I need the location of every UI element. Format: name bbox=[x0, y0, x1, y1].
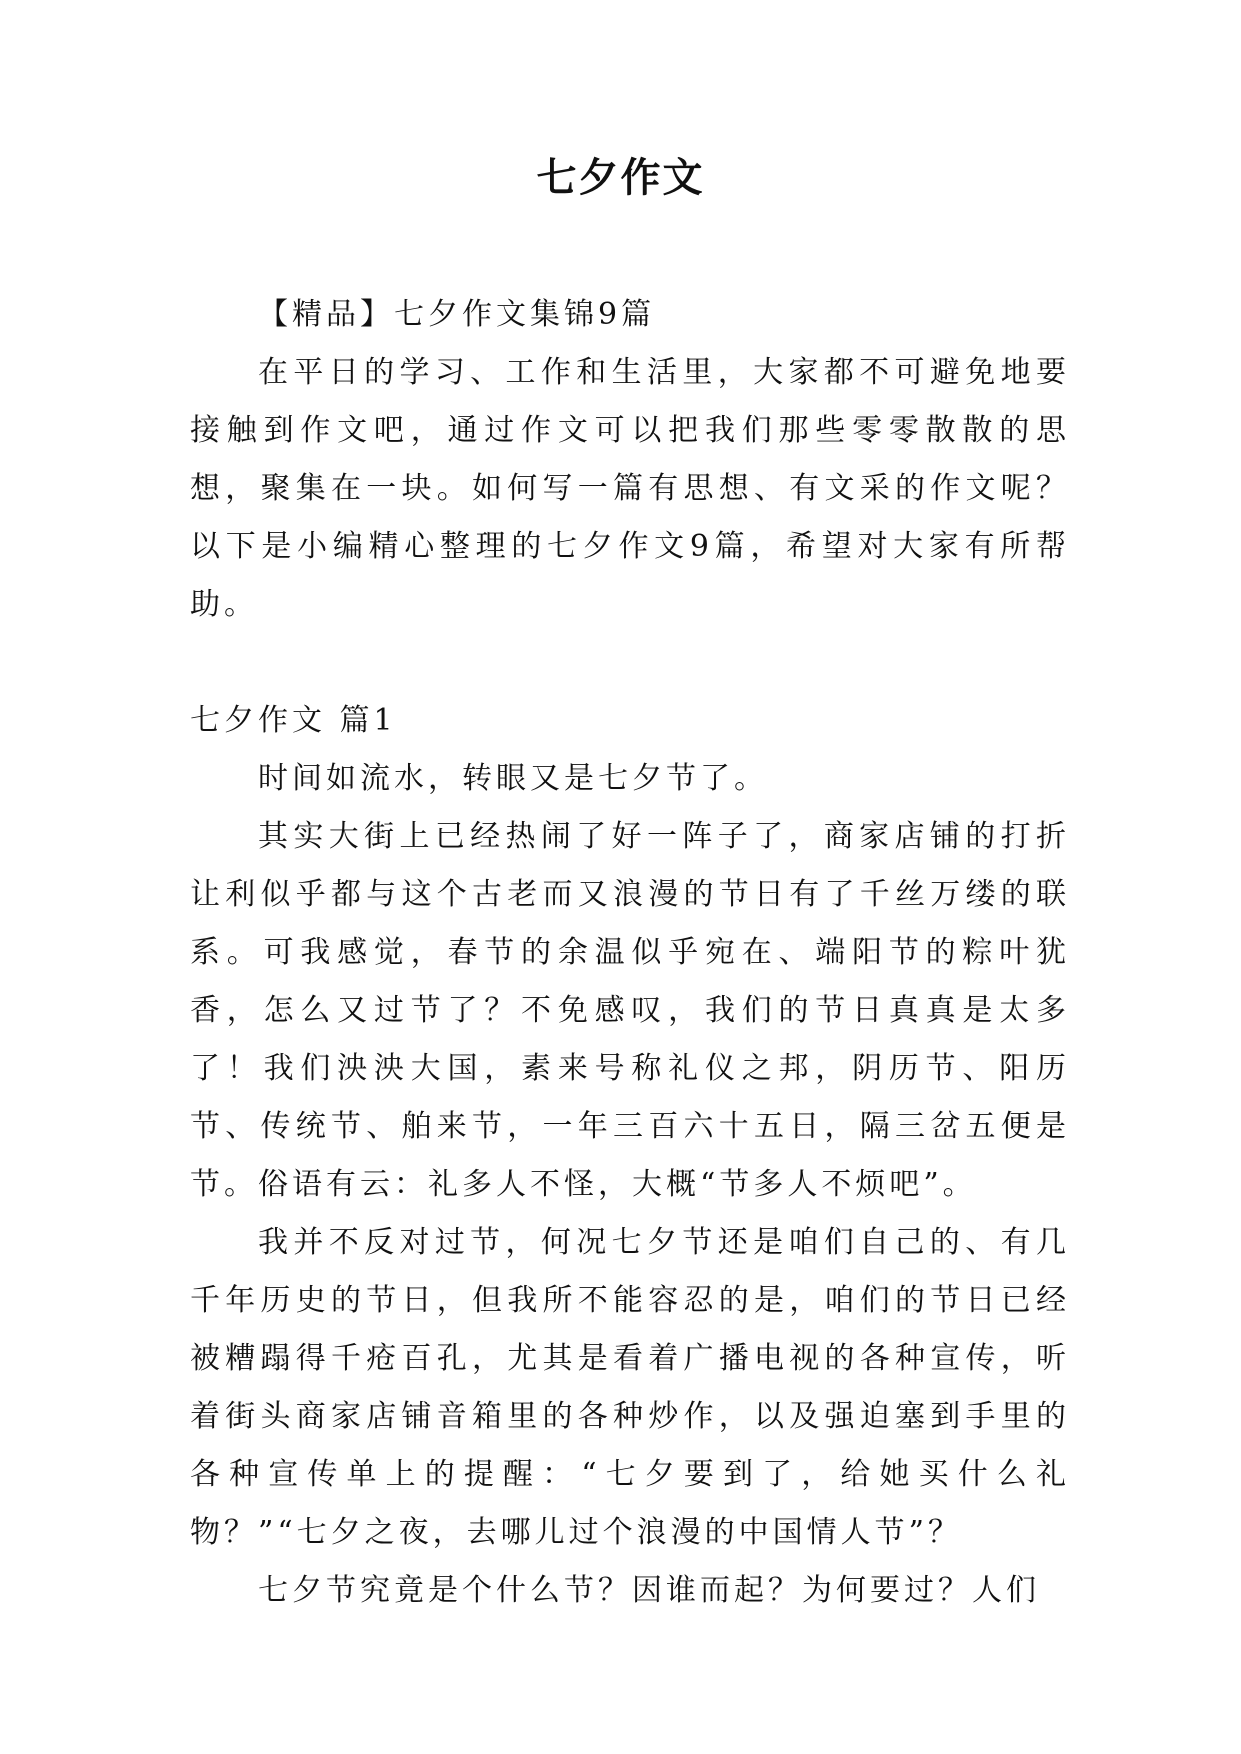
body-paragraph-2: 其实大街上已经热闹了好一阵子了，商家店铺的打折让利似乎都与这个古老而又浪漫的节日有了千丝万缕的联系。可我感觉，春节的余温似乎宛在、端阳节的粽叶犹香，怎么又过节了？不免感叹，我们的节日真真是太多了！我们泱泱大国，素来号称礼仪之邦，阴历节、阳历节、传统节、舶来节，一年三百六十五日，隔三岔五便是节。俗语有云：礼多人不怪，大概“节多人不烦吧”。 bbox=[190, 819, 1070, 1202]
section-heading: 七夕作文 篇1 bbox=[190, 703, 397, 738]
page-title: 七夕作文 bbox=[536, 155, 705, 201]
body-paragraph-4: 七夕节究竟是个什么节？因谁而起？为何要过？人们 bbox=[258, 1573, 1040, 1608]
section-spacer bbox=[190, 634, 1070, 692]
body-paragraph-3: 我并不反对过节，何况七夕节还是咱们自己的、有几千年历史的节日，但我所不能容忍的是，咱们的节日已经被糟蹋得千疮百孔，尤其是看着广播电视的各种宣传，听着街头商家店铺音箱里的各种炒作，以及强迫塞到手里的各种宣传单上的提醒：“七夕要到了，给她买什么礼物？”“七夕之夜，去哪儿过个浪漫的中国情人节”？ bbox=[190, 1225, 1070, 1550]
intro-paragraph: 在平日的学习、工作和生活里，大家都不可避免地要接触到作文吧，通过作文可以把我们那些零零散散的思想，聚集在一块。如何写一篇有思想、有文采的作文呢？以下是小编精心整理的七夕作文9篇，希望对大家有所帮助。 bbox=[190, 355, 1070, 622]
body-paragraph-1: 时间如流水，转眼又是七夕节了。 bbox=[258, 761, 768, 796]
document-body bbox=[190, 286, 1070, 1620]
document-subtitle: 【精品】七夕作文集锦9篇 bbox=[258, 297, 656, 332]
